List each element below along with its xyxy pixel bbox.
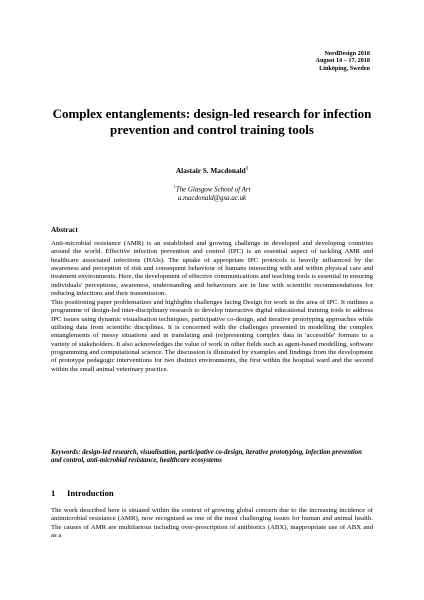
paper-title-line-1: Complex entanglements: design-led research for infection	[52, 106, 372, 121]
author-name: Alastair S. Macdonald	[175, 166, 246, 175]
section-number: 1	[51, 488, 56, 498]
introduction-paragraph: The work described here is situated within the context of growing global concern due to the increasing incidence of antimicrobial resistance (AMR), now recognised as one of the most challenging issues for human and animal health. The causes of AMR are multifarious including over-prescription of antibiotics (ABX), inappropriate use of ABX and as a	[51, 507, 373, 540]
author-email: a.macdonald@gsa.ac.uk	[177, 194, 247, 202]
conference-info	[316, 50, 371, 72]
affiliation-institution: The Glasgow School of Art	[175, 186, 251, 194]
conference-location: Linköping, Sweden	[319, 64, 370, 72]
paper-title-line-2: prevention and control training tools	[110, 122, 314, 137]
author-affiliation-marker: 1	[245, 166, 249, 172]
abstract-heading: Abstract	[51, 226, 78, 234]
conference-dates: August 14 – 17, 2018	[315, 57, 370, 65]
paper-title	[40, 106, 384, 138]
abstract-paragraph-1: Anti-microbial resistance (AMR) is an established and growing challenge in developed and developing countries around the world. Effective infection prevention and control (IPC) is an essential aspect of tackling AMR and healthcare associated infections (HAIs). The uptake of appropriate IPC protocols is heavily influenced by the awareness and perception of risk and consequent behaviour of humans interacting with and within physical care and treatment environments. Here, the development of effective communications and teaching tools is essential in ensuring individuals' perceptions, awareness, understanding and behaviours are in line with scientific recommendations for reducing infections and their transmission.	[51, 240, 373, 298]
conference-name: NordDesign 2018	[324, 50, 370, 57]
abstract-paragraph-2: This positioning paper problematizes and highlights challenges facing Design for work in the area of IPC. It outlines a programme of design-led inter-disciplinary research to develop interactive digital educational training tools to address IPC issues using dynamic visualisation techniques, participative co-design, and iterative prototyping approaches while utilising data from scientific disciplines. It is concerned with the challenges presented in modelling the complex entanglements of messy situations and in translating and (re)presenting complex data in 'accessible' formats to a variety of stakeholders. It also acknowledges the value of work in other fields such as agent-based modelling, software programming and computational science. The discussion is illustrated by examples and findings from the development of prototype pedagogic interventions for two distinct environments, the first within the hospital ward and the second within the small animal veterinary practice.	[51, 299, 373, 373]
section-title: Introduction	[67, 488, 114, 498]
keywords: Keywords: design-led research, visualisation, participative co-design, iterative prototyping, infection prevention and control, anti-microbial resistance, healthcare ecosystems	[51, 449, 362, 465]
section-heading-introduction	[51, 488, 114, 498]
author-line	[0, 166, 424, 175]
affiliation-marker: 1	[173, 184, 176, 189]
affiliation	[0, 183, 424, 203]
